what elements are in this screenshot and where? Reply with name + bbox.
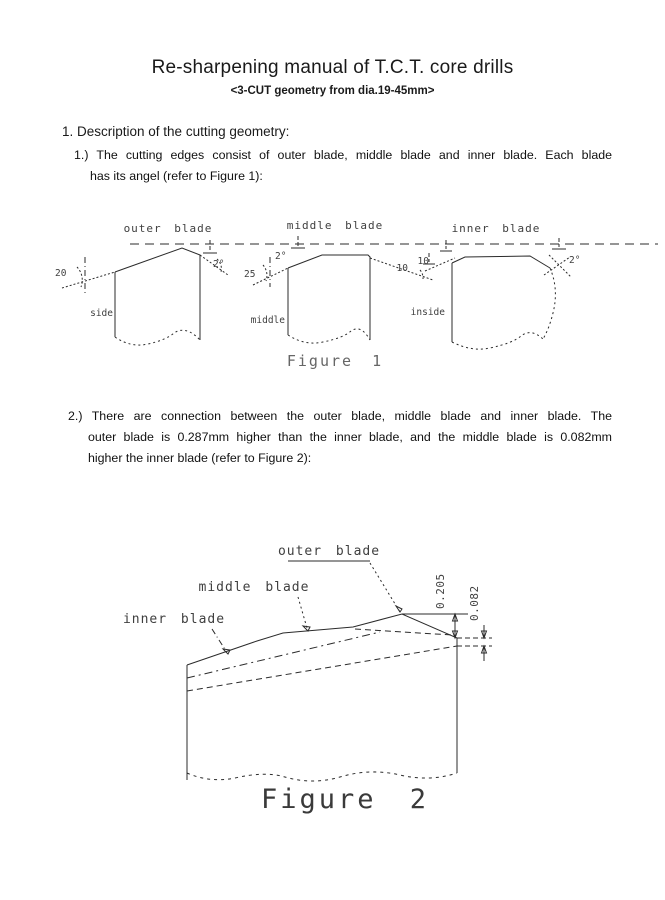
fig1-outer-blade-shape (115, 248, 200, 345)
figure-1-caption: Figure 1 (286, 352, 384, 370)
figure-2-caption: Figure 2 (260, 784, 430, 815)
fig2-middle-blade-text: middle blade (198, 580, 310, 595)
section-1-heading: 1. Description of the cutting geometry: (62, 124, 290, 139)
figure-2-drawing (100, 535, 530, 790)
fig1-middle-blade-title: middle blade (286, 219, 384, 232)
item-1-line-1: 1.) The cutting edges consist of outer blade, middle blade and inner blade. Each blade (74, 148, 612, 162)
fig1-outer-tip-angle-annotation (200, 240, 228, 275)
fig1-outer-left-angle-annotation (55, 257, 115, 295)
fig1-outer-face-label: side (90, 308, 113, 319)
fig2-blade-profile (187, 614, 457, 781)
fig2-dim-0082-text: 0.082 (468, 585, 481, 621)
fig1-middle-tip-angle-annotation (275, 236, 305, 262)
fig1-outer-left-angle: 20 (55, 268, 67, 279)
fig1-middle-right-angle: 10 (396, 263, 408, 274)
fig1-middle-left-angle: 25 (244, 269, 256, 280)
fig1-middle-tip-angle: 2° (275, 251, 287, 262)
fig1-inner-face-label: inside (410, 307, 445, 318)
item-2-line-3: higher the inner blade (refer to Figure 2): (88, 451, 312, 465)
fig1-middle-blade-shape (288, 255, 370, 343)
fig1-inner-tip-angle-annotation (544, 238, 580, 277)
fig1-outer-blade-title: outer blade (123, 222, 213, 235)
fig1-outer-tip-angle: 2° (213, 259, 225, 270)
fig1-inner-blade-shape (452, 256, 555, 349)
fig2-outer-blade-text: outer blade (277, 544, 381, 559)
fig2-dimension-middle-to-inner (457, 585, 492, 661)
item-1-line-2: has its angel (refer to Figure 1): (90, 169, 263, 183)
fig1-inner-left-angle-annotation (418, 240, 455, 271)
figure-1-drawing (25, 215, 660, 355)
fig2-dim-0205-text: 0.205 (434, 573, 447, 609)
fig1-inner-left-angle: 10 (417, 256, 429, 267)
page-title: Re-sharpening manual of T.C.T. core drills (151, 57, 514, 78)
item-2-line-2: outer blade is 0.287mm higher than the inner blade, and the middle blade is 0.082mm (88, 430, 612, 444)
fig2-inner-blade-text: inner blade (122, 612, 226, 627)
fig2-outer-blade-label (278, 544, 402, 612)
fig1-inner-blade-title: inner blade (451, 222, 541, 235)
fig1-middle-face-label: middle (250, 315, 285, 326)
fig1-inner-tip-angle: 2° (569, 255, 581, 266)
page-subtitle: <3-CUT geometry from dia.19-45mm> (230, 85, 435, 97)
fig2-inner-blade-label (123, 612, 230, 654)
item-2-line-1: 2.) There are connection between the outer blade, middle blade and inner blade. The (68, 409, 612, 423)
